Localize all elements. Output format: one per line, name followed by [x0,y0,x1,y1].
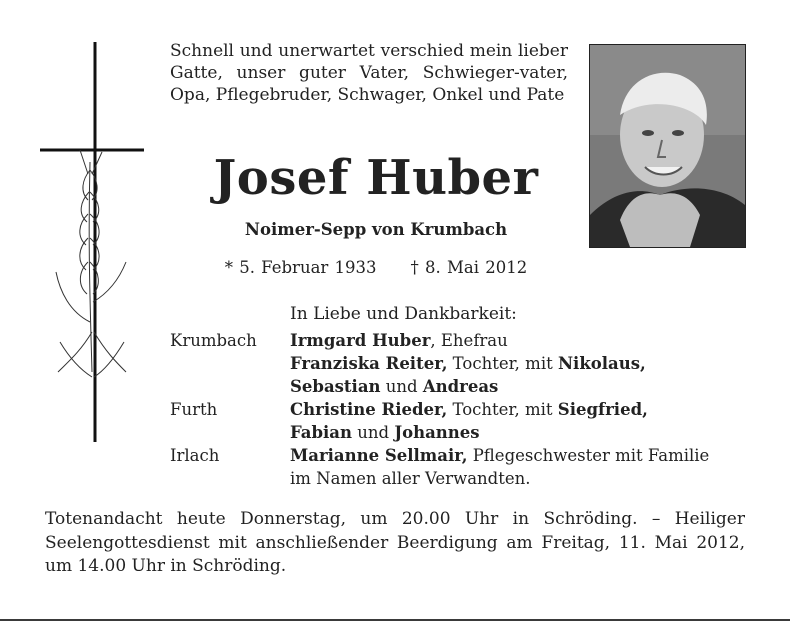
mourners-list [170,329,760,490]
mourner-row [170,421,760,444]
mourner-name: Fabian [290,423,352,442]
mourner-row [170,467,760,490]
mourner-place: Krumbach [170,331,257,350]
portrait-photo [589,44,746,248]
mourner-text [290,421,750,444]
thanks-heading: In Liebe und Dankbarkeit: [290,304,517,324]
mourner-text [290,467,750,490]
mourner-text [290,329,750,352]
mourner-name: Christine Rieder, [290,400,448,419]
service-text: Totenandacht heute Donnerstag, um 20.00 Uhr in Schröding. – Heiliger Seelengottesdienst mit anschließender Beerdigung am Freitag, 11. Mai 2012, um 14.00 Uhr in Schröding. [45,509,745,576]
mourner-place: Irlach [170,446,220,465]
mourner-text [290,444,750,467]
deceased-nickname: Noimer-Sepp von Krumbach [244,220,508,239]
mourner-text [290,398,750,421]
death-date: † 8. Mai 2012 [410,258,528,277]
mourner-name: Siegfried, [557,400,648,419]
mourner-name: Irmgard Huber [290,331,431,350]
mourner-place [170,375,290,398]
mourner-row [170,352,760,375]
mourner-place [170,421,290,444]
mourner-row [170,444,760,467]
mourner-name: Franziska Reiter, [290,354,448,373]
mourner-name: Sebastian [290,377,381,396]
mourner-relation: Pflegeschwester mit Familie [467,446,710,465]
mourner-text [290,375,750,398]
mourner-name: Marianne Sellmair, [290,446,468,465]
mourner-relation: und [380,377,423,396]
mourner-relation: Tochter, mit [447,354,558,373]
deceased-name: Josef Huber [213,150,539,206]
mourner-name: Nikolaus, [557,354,646,373]
mourner-relation: , Ehefrau [430,331,508,350]
mourner-row [170,329,760,352]
mourner-row [170,375,760,398]
intro-text: Schnell und unerwartet verschied mein lieber Gatte, unser guter Vater, Schwieger-vater, Opa, Pflegebruder, Schwager, Onkel und Pate [170,41,568,105]
birth-date: * 5. Februar 1933 [224,258,377,277]
mourner-name: Andreas [422,377,499,396]
mourner-place [170,467,290,490]
life-dates [170,258,582,277]
mourner-relation: im Namen aller Verwandten. [290,469,531,488]
cross-with-wheat-icon [40,42,150,442]
mourner-place: Furth [170,400,218,419]
mourner-text [290,352,750,375]
mourner-relation: und [352,423,395,442]
mourner-place [170,352,290,375]
mourner-row [170,398,760,421]
mourner-name: Johannes [394,423,480,442]
mourner-relation: Tochter, mit [447,400,558,419]
